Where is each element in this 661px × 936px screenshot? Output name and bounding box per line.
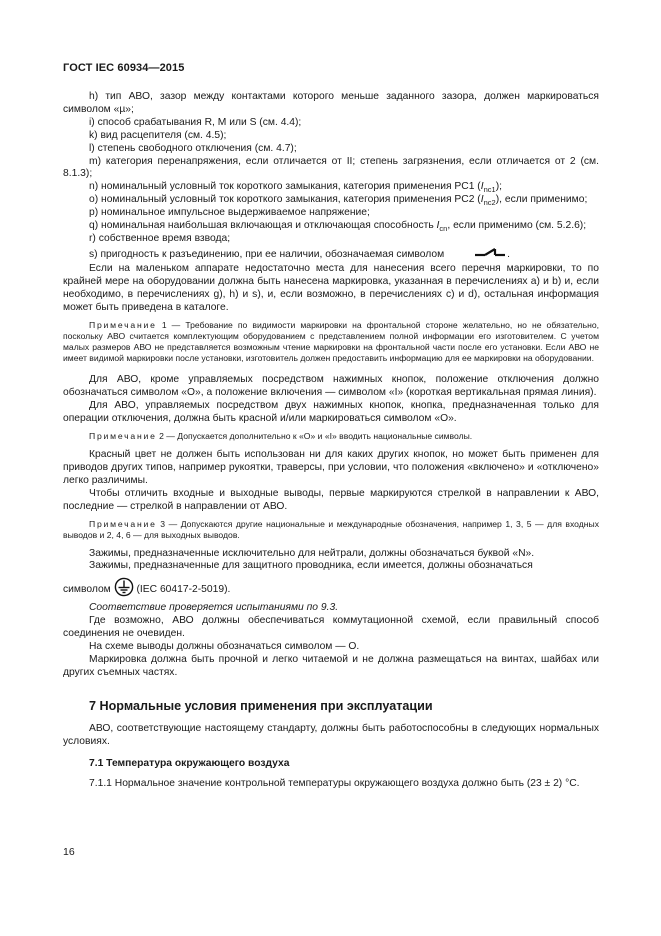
disconnector-icon (447, 246, 507, 263)
para-diagram-terminals: На схеме выводы должны обозначаться символом — О. (89, 641, 360, 652)
list-item-r: r) собственное время взвода; (89, 232, 231, 244)
para-durable: Маркировка должна быть прочной и легко читаемой и не должна размещаться на винтах, шайбах или других съемных частях. (63, 653, 599, 678)
list-item-q: q) номинальная наибольшая включающая и отключающая способность $I_{cn}$, если применимо (см. 5.2.6); (89, 220, 587, 234)
list-item-o: o) номинальный условный ток короткого замыкания, категория применения PC2 $(I_{nc2})$, если применимо; (89, 194, 588, 208)
list-item-n: n) номинальный условный ток короткого замыкания, категория применения PC1 $(I_{nc1})$; (89, 181, 502, 195)
list-item-l: l) степень свободного отключения (см. 4.7); (89, 142, 297, 154)
protective-earth-icon (114, 577, 134, 602)
para-protective: Зажимы, предназначенные для защитного проводника, если имеется, должны обозначаться (89, 560, 533, 572)
list-item-i: i) способ срабатывания R, M или S (см. 4.4); (89, 116, 302, 128)
para-two-buttons: Для АВО, управляемых посредством двух нажимных кнопок, кнопка, предназначенная только для операции отключения, должна быть красной и/или маркироваться символом «О». (63, 400, 599, 425)
note-3: Примечание 3 — Допускаются другие национальные и международные обозначения, например 1, 3, 5 — для входных выводов и 2, 4, 6 — для выходных выводов. (63, 518, 599, 540)
section-7-1-1-text: 7.1.1 Нормальное значение контрольной температуры окружающего воздуха должно быть (23 ± 2) °С. (89, 778, 580, 790)
para-symbol: символом (IEC 60417-2-5019). (63, 577, 599, 602)
para-terminals: Чтобы отличить входные и выходные выводы, первые маркируются стрелкой в направлении к АВО, последние — стрелкой в направлении от АВО. (63, 487, 599, 512)
section-7-1-heading: 7.1 Температура окружающего воздуха (89, 758, 290, 770)
document-header: ГОСТ IEC 60934—2015 (63, 62, 185, 74)
section-7-intro: АВО, соответствующие настоящему стандарту, должны быть работоспособны в следующих нормальных условиях. (63, 722, 599, 747)
note-2: Примечание 2 — Допускается дополнительно к «О» и «I» вводить национальные символы. (89, 431, 473, 442)
page-number: 16 (63, 846, 75, 858)
note-1: Примечание 1 — Требование по видимости маркировки на фронтальной стороне желательно, но не обязательно, поскольку АВО считается комплектующим оборудованием с представлением полной информации его изготовителем. С учетом малых размеров АВО не представляется возможным чтение маркировки на фронтальной части после его установки. Если АВО не имеет видимой маркировки после установки, изготовитель должен предоставить информацию для ее маркировки на оборудовании. (63, 320, 599, 364)
list-item-s: s) пригодность к разъединению, при ее наличии, обозначаемая символом . (63, 246, 599, 263)
list-item-p: p) номинальное импульсное выдерживаемое напряжение; (89, 207, 370, 219)
list-item-m: m) категория перенапряжения, если отличается от II; степень загрязнения, если отличается от 2 (см. 8.1.3); (63, 155, 599, 180)
para-small-device: Если на маленьком аппарате недостаточно места для нанесения всего перечня маркировки, то по крайней мере на оборудовании должна быть нанесена маркировка, указанная в перечислениях a) и b) и, если необходимо, в перечислениях g), h) и s), и, если возможно, в перечислениях c) и d), остальная информация может быть приведена в каталоге. (63, 262, 599, 313)
list-item-k: k) вид расцепителя (см. 4.5); (89, 129, 227, 141)
page-content (63, 91, 599, 791)
section-7-heading: 7 Нормальные условия применения при эксплуатации (89, 698, 433, 713)
para-pushbutton: Для АВО, кроме управляемых посредством нажимных кнопок, положение отключения должно обозначаться символом «О», а положение включения — символом «I» (короткая вертикальная прямая линия). (63, 374, 599, 399)
para-neutral: Зажимы, предназначенные исключительно для нейтрали, должны обозначаться буквой «N». (89, 547, 535, 559)
para-red: Красный цвет не должен быть использован ни для каких других кнопок, но может быть применен для приводов других типов, например рукоятки, траверсы, при условии, что положения «включено» и «отключено» легко различимы. (63, 449, 599, 486)
para-diagram: Где возможно, АВО должны обеспечиваться коммутационной схемой, если правильный способ соединения не очевиден. (63, 615, 599, 640)
list-item-h: h) тип АВО, зазор между контактами которого меньше заданного зазора, должен маркироваться символом «µ»; (63, 91, 599, 115)
para-conformity: Соответствие проверяется испытаниями по 9.3. (89, 602, 339, 614)
